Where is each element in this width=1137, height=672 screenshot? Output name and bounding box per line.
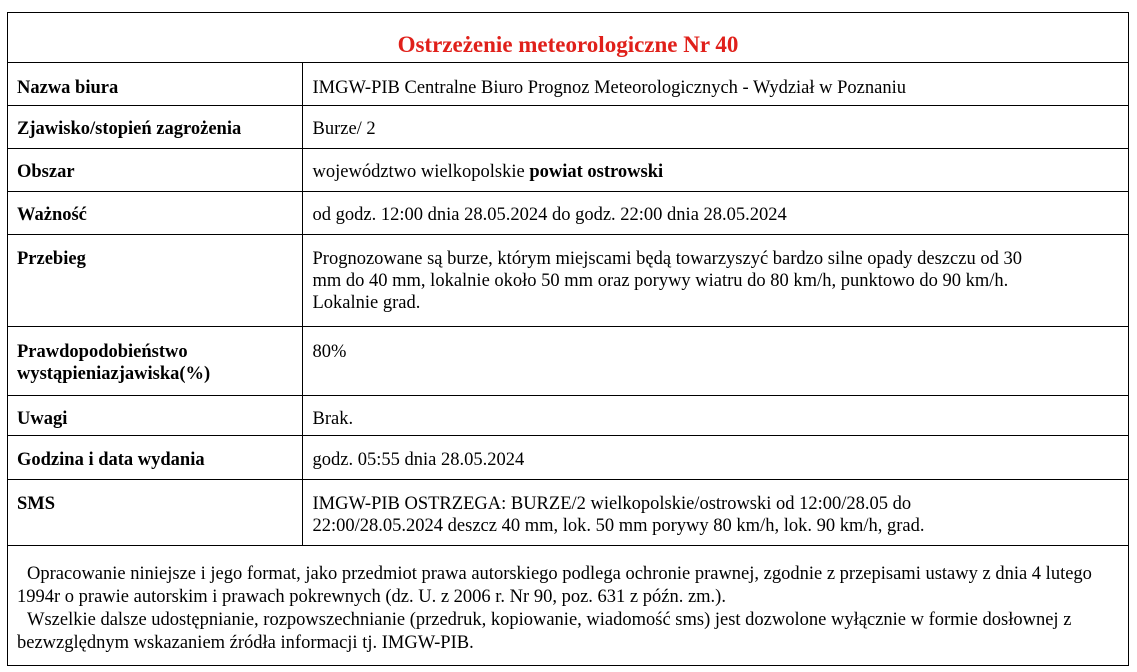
row-value-biuro: IMGW-PIB Centralne Biuro Prognoz Meteorologicznych - Wydział w Poznaniu — [302, 63, 1128, 105]
row-label-obszar: Obszar — [8, 148, 302, 191]
table-row — [8, 435, 1128, 479]
table-row — [8, 479, 1128, 545]
warning-document — [7, 12, 1129, 666]
document-title: Ostrzeżenie meteorologiczne Nr 40 — [8, 13, 1128, 63]
row-label-wydanie: Godzina i data wydania — [8, 435, 302, 479]
row-value-waznosc: od godz. 12:00 dnia 28.05.2024 do godz. 22:00 dnia 28.05.2024 — [302, 191, 1128, 234]
label-line: wystąpieniazjawiska(%) — [17, 363, 211, 384]
warning-table — [8, 63, 1128, 546]
row-value-przebieg — [302, 234, 1128, 326]
przebieg-line: Lokalnie grad. — [312, 292, 421, 313]
row-value-zjawisko: Burze/ 2 — [302, 105, 1128, 148]
row-label-prawdopodobienstwo — [8, 326, 302, 395]
row-value-prawdopodobienstwo: 80% — [302, 326, 1128, 395]
table-row — [8, 234, 1128, 326]
label-line: Prawdopodobieństwo — [17, 341, 188, 362]
row-label-sms: SMS — [8, 479, 302, 545]
obszar-region: województwo wielkopolskie — [312, 161, 530, 182]
row-label-uwagi: Uwagi — [8, 395, 302, 435]
row-label-przebieg: Przebieg — [8, 234, 302, 326]
table-row — [8, 191, 1128, 234]
przebieg-line: mm do 40 mm, lokalnie około 50 mm oraz porywy wiatru do 80 km/h, punktowo do 90 km/h. — [312, 270, 1009, 291]
copyright-footer — [8, 546, 1128, 655]
table-row — [8, 63, 1128, 105]
przebieg-line: Prognozowane są burze, którym miejscami będą towarzyszyć bardzo silne opady deszczu od 30 — [312, 248, 1022, 269]
sms-line: 22:00/28.05.2024 deszcz 40 mm, lok. 50 mm porywy 80 km/h, lok. 90 km/h, grad. — [312, 515, 925, 536]
table-row — [8, 395, 1128, 435]
table-row — [8, 105, 1128, 148]
row-value-wydanie: godz. 05:55 dnia 28.05.2024 — [302, 435, 1128, 479]
table-row — [8, 148, 1128, 191]
obszar-district: powiat ostrowski — [529, 161, 664, 182]
row-label-zjawisko: Zjawisko/stopień zagrożenia — [8, 105, 302, 148]
row-value-uwagi: Brak. — [302, 395, 1128, 435]
sms-line: IMGW-PIB OSTRZEGA: BURZE/2 wielkopolskie/ostrowski od 12:00/28.05 do — [312, 493, 912, 514]
row-value-sms — [302, 479, 1128, 545]
usage-paragraph: Wszelkie dalsze udostępnianie, rozpowszechnianie (przedruk, kopiowanie, wiadomość sms) jest dozwolone wyłącznie w formie dosłownej z bezwzględnym wskazaniem źródła informacji tj. IMGW-PIB. — [17, 609, 1072, 653]
row-label-biuro: Nazwa biura — [8, 63, 302, 105]
copyright-paragraph: Opracowanie niniejsze i jego format, jako przedmiot prawa autorskiego podlega ochronie prawnej, zgodnie z przepisami ustawy z dnia 4 lutego 1994r o prawie autorskim i prawach pokrewnych (dz. U. z 2006 r. Nr 90, poz. 631 z późn. zm.). — [17, 563, 1092, 607]
row-label-waznosc: Ważność — [8, 191, 302, 234]
row-value-obszar — [302, 148, 1128, 191]
table-row — [8, 326, 1128, 395]
